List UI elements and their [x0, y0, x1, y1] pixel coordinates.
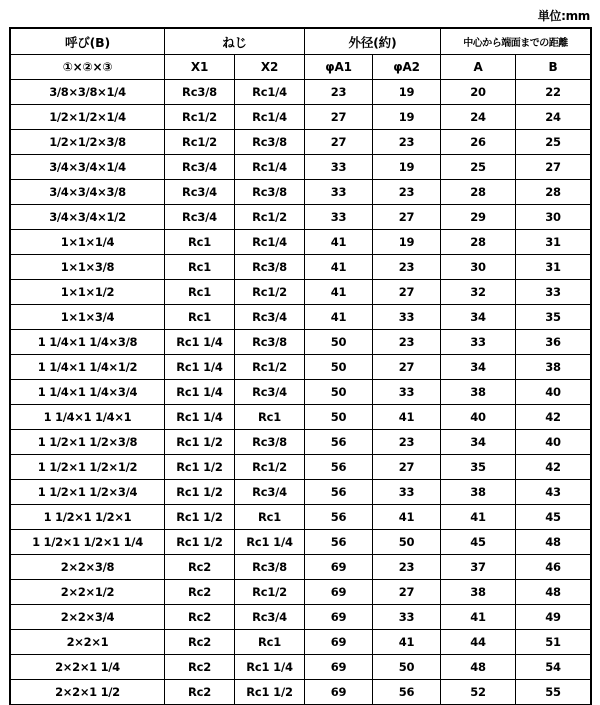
- cell-distance-a: 41: [441, 505, 516, 530]
- cell-outer-diameter-a2: 27: [373, 455, 441, 480]
- cell-distance-b: 48: [516, 580, 591, 605]
- cell-thread-x1: Rc1 1/2: [165, 430, 235, 455]
- table-row: [11, 455, 591, 480]
- cell-thread-x2: Rc3/8: [235, 430, 305, 455]
- cell-outer-diameter-a2: 19: [373, 230, 441, 255]
- cell-distance-b: 31: [516, 255, 591, 280]
- table-row: [11, 480, 591, 505]
- cell-distance-b: 40: [516, 380, 591, 405]
- cell-size: 1×1×1/4: [11, 230, 165, 255]
- cell-outer-diameter-a1: 50: [305, 405, 373, 430]
- cell-size: 1 1/2×1 1/2×1 1/4: [11, 530, 165, 555]
- cell-outer-diameter-a2: 27: [373, 355, 441, 380]
- cell-distance-b: 48: [516, 530, 591, 555]
- cell-distance-a: 48: [441, 655, 516, 680]
- cell-distance-a: 25: [441, 155, 516, 180]
- cell-distance-b: 42: [516, 405, 591, 430]
- cell-thread-x1: Rc2: [165, 655, 235, 680]
- header-thread-group: ねじ: [165, 29, 305, 55]
- cell-size: 2×2×1 1/2: [11, 680, 165, 705]
- cell-distance-b: 49: [516, 605, 591, 630]
- table-row: [11, 630, 591, 655]
- cell-outer-diameter-a1: 41: [305, 230, 373, 255]
- cell-distance-b: 33: [516, 280, 591, 305]
- header-b: B: [516, 55, 591, 80]
- cell-thread-x2: Rc1/2: [235, 455, 305, 480]
- cell-distance-b: 40: [516, 430, 591, 455]
- cell-outer-diameter-a2: 23: [373, 130, 441, 155]
- cell-outer-diameter-a1: 50: [305, 330, 373, 355]
- table-row: [11, 255, 591, 280]
- table-row: [11, 105, 591, 130]
- cell-size: 1 1/4×1 1/4×1: [11, 405, 165, 430]
- cell-outer-diameter-a2: 33: [373, 605, 441, 630]
- cell-distance-a: 38: [441, 480, 516, 505]
- cell-outer-diameter-a2: 19: [373, 155, 441, 180]
- cell-distance-a: 20: [441, 80, 516, 105]
- cell-outer-diameter-a1: 69: [305, 555, 373, 580]
- cell-thread-x1: Rc2: [165, 580, 235, 605]
- header-group-row: [11, 29, 591, 55]
- cell-thread-x1: Rc2: [165, 630, 235, 655]
- cell-thread-x1: Rc1: [165, 305, 235, 330]
- cell-outer-diameter-a1: 41: [305, 305, 373, 330]
- cell-thread-x2: Rc1 1/2: [235, 680, 305, 705]
- cell-size: 1 1/2×1 1/2×1/2: [11, 455, 165, 480]
- cell-outer-diameter-a1: 33: [305, 205, 373, 230]
- cell-size: 3/4×3/4×1/4: [11, 155, 165, 180]
- cell-thread-x1: Rc2: [165, 605, 235, 630]
- cell-outer-diameter-a1: 56: [305, 530, 373, 555]
- cell-distance-a: 40: [441, 405, 516, 430]
- cell-outer-diameter-a2: 41: [373, 505, 441, 530]
- cell-outer-diameter-a1: 50: [305, 355, 373, 380]
- header-a2: φA2: [373, 55, 441, 80]
- header-size-sub: ①×②×③: [11, 55, 165, 80]
- cell-size: 1×1×3/8: [11, 255, 165, 280]
- cell-outer-diameter-a2: 23: [373, 330, 441, 355]
- cell-outer-diameter-a1: 41: [305, 255, 373, 280]
- cell-distance-a: 26: [441, 130, 516, 155]
- cell-thread-x1: Rc1 1/4: [165, 355, 235, 380]
- table-row: [11, 505, 591, 530]
- cell-thread-x2: Rc1: [235, 505, 305, 530]
- cell-outer-diameter-a1: 56: [305, 455, 373, 480]
- cell-thread-x1: Rc1 1/4: [165, 380, 235, 405]
- cell-size: 1/2×1/2×1/4: [11, 105, 165, 130]
- table-row: [11, 405, 591, 430]
- cell-size: 1×1×3/4: [11, 305, 165, 330]
- cell-size: 2×2×1: [11, 630, 165, 655]
- cell-thread-x2: Rc3/4: [235, 305, 305, 330]
- cell-outer-diameter-a1: 27: [305, 105, 373, 130]
- table-body: [11, 80, 591, 705]
- cell-outer-diameter-a2: 27: [373, 205, 441, 230]
- cell-outer-diameter-a1: 33: [305, 180, 373, 205]
- table-row: [11, 330, 591, 355]
- cell-size: 1 1/2×1 1/2×1: [11, 505, 165, 530]
- cell-distance-a: 44: [441, 630, 516, 655]
- cell-outer-diameter-a2: 50: [373, 655, 441, 680]
- cell-distance-a: 45: [441, 530, 516, 555]
- cell-size: 2×2×3/4: [11, 605, 165, 630]
- cell-thread-x1: Rc3/8: [165, 80, 235, 105]
- cell-distance-b: 25: [516, 130, 591, 155]
- cell-thread-x2: Rc1/2: [235, 280, 305, 305]
- cell-distance-b: 45: [516, 505, 591, 530]
- cell-thread-x1: Rc3/4: [165, 180, 235, 205]
- cell-distance-b: 28: [516, 180, 591, 205]
- cell-outer-diameter-a2: 41: [373, 405, 441, 430]
- cell-thread-x2: Rc3/4: [235, 480, 305, 505]
- cell-thread-x1: Rc1/2: [165, 105, 235, 130]
- table-row: [11, 230, 591, 255]
- cell-distance-a: 52: [441, 680, 516, 705]
- cell-thread-x2: Rc1/2: [235, 205, 305, 230]
- cell-outer-diameter-a1: 41: [305, 280, 373, 305]
- table-row: [11, 280, 591, 305]
- cell-outer-diameter-a1: 69: [305, 630, 373, 655]
- cell-distance-a: 38: [441, 580, 516, 605]
- cell-distance-b: 55: [516, 680, 591, 705]
- table-row: [11, 605, 591, 630]
- cell-size: 2×2×1/2: [11, 580, 165, 605]
- cell-outer-diameter-a1: 56: [305, 480, 373, 505]
- cell-distance-a: 33: [441, 330, 516, 355]
- cell-thread-x2: Rc1/4: [235, 80, 305, 105]
- cell-outer-diameter-a2: 56: [373, 680, 441, 705]
- cell-outer-diameter-a2: 33: [373, 380, 441, 405]
- cell-thread-x2: Rc1: [235, 630, 305, 655]
- cell-outer-diameter-a1: 69: [305, 680, 373, 705]
- cell-outer-diameter-a2: 27: [373, 580, 441, 605]
- cell-thread-x2: Rc1/4: [235, 155, 305, 180]
- cell-distance-a: 37: [441, 555, 516, 580]
- cell-thread-x2: Rc3/8: [235, 130, 305, 155]
- cell-distance-b: 30: [516, 205, 591, 230]
- cell-size: 2×2×1 1/4: [11, 655, 165, 680]
- cell-distance-b: 27: [516, 155, 591, 180]
- cell-outer-diameter-a2: 19: [373, 80, 441, 105]
- table-row: [11, 555, 591, 580]
- cell-distance-b: 43: [516, 480, 591, 505]
- cell-distance-b: 22: [516, 80, 591, 105]
- header-x1: X1: [165, 55, 235, 80]
- cell-size: 1/2×1/2×3/8: [11, 130, 165, 155]
- cell-outer-diameter-a1: 33: [305, 155, 373, 180]
- cell-distance-b: 38: [516, 355, 591, 380]
- table-row: [11, 130, 591, 155]
- cell-thread-x2: Rc1 1/4: [235, 655, 305, 680]
- cell-outer-diameter-a2: 27: [373, 280, 441, 305]
- cell-thread-x1: Rc3/4: [165, 205, 235, 230]
- cell-thread-x2: Rc1 1/4: [235, 530, 305, 555]
- cell-distance-a: 30: [441, 255, 516, 280]
- cell-outer-diameter-a2: 19: [373, 105, 441, 130]
- cell-distance-b: 54: [516, 655, 591, 680]
- cell-outer-diameter-a2: 23: [373, 180, 441, 205]
- cell-outer-diameter-a2: 23: [373, 555, 441, 580]
- cell-size: 1 1/4×1 1/4×3/8: [11, 330, 165, 355]
- cell-outer-diameter-a1: 50: [305, 380, 373, 405]
- cell-distance-b: 24: [516, 105, 591, 130]
- cell-distance-b: 51: [516, 630, 591, 655]
- table-row: [11, 655, 591, 680]
- table-row: [11, 680, 591, 705]
- table-row: [11, 380, 591, 405]
- cell-size: 1 1/2×1 1/2×3/4: [11, 480, 165, 505]
- table-row: [11, 530, 591, 555]
- cell-thread-x2: Rc3/8: [235, 180, 305, 205]
- cell-outer-diameter-a1: 69: [305, 605, 373, 630]
- cell-outer-diameter-a1: 56: [305, 430, 373, 455]
- cell-outer-diameter-a1: 27: [305, 130, 373, 155]
- cell-outer-diameter-a2: 23: [373, 255, 441, 280]
- cell-outer-diameter-a2: 23: [373, 430, 441, 455]
- cell-thread-x1: Rc1 1/2: [165, 455, 235, 480]
- table-row: [11, 180, 591, 205]
- cell-thread-x1: Rc1 1/2: [165, 530, 235, 555]
- cell-distance-b: 35: [516, 305, 591, 330]
- table-row: [11, 305, 591, 330]
- cell-thread-x1: Rc1 1/2: [165, 505, 235, 530]
- table-row: [11, 430, 591, 455]
- header-size-group: 呼び(B): [11, 29, 165, 55]
- cell-size: 3/8×3/8×1/4: [11, 80, 165, 105]
- header-a1: φA1: [305, 55, 373, 80]
- cell-thread-x2: Rc1: [235, 405, 305, 430]
- cell-thread-x2: Rc3/4: [235, 605, 305, 630]
- cell-size: 3/4×3/4×3/8: [11, 180, 165, 205]
- cell-thread-x2: Rc3/8: [235, 330, 305, 355]
- cell-distance-a: 35: [441, 455, 516, 480]
- cell-thread-x1: Rc1: [165, 230, 235, 255]
- cell-thread-x2: Rc1/4: [235, 105, 305, 130]
- cell-thread-x1: Rc1/2: [165, 130, 235, 155]
- cell-thread-x2: Rc3/8: [235, 555, 305, 580]
- table-header: [11, 29, 591, 80]
- cell-distance-a: 41: [441, 605, 516, 630]
- table-row: [11, 205, 591, 230]
- cell-thread-x1: Rc1: [165, 280, 235, 305]
- cell-outer-diameter-a1: 69: [305, 655, 373, 680]
- cell-thread-x1: Rc1 1/2: [165, 480, 235, 505]
- dimension-table: [10, 28, 591, 705]
- cell-distance-a: 34: [441, 305, 516, 330]
- header-distance-group: 中心から端面までの距離: [441, 29, 591, 55]
- cell-distance-a: 24: [441, 105, 516, 130]
- cell-outer-diameter-a2: 33: [373, 480, 441, 505]
- cell-thread-x1: Rc1 1/4: [165, 405, 235, 430]
- cell-size: 3/4×3/4×1/2: [11, 205, 165, 230]
- cell-size: 1 1/2×1 1/2×3/8: [11, 430, 165, 455]
- cell-size: 1 1/4×1 1/4×1/2: [11, 355, 165, 380]
- cell-distance-a: 34: [441, 355, 516, 380]
- cell-outer-diameter-a1: 69: [305, 580, 373, 605]
- table-row: [11, 355, 591, 380]
- cell-distance-a: 34: [441, 430, 516, 455]
- cell-distance-b: 36: [516, 330, 591, 355]
- cell-size: 2×2×3/8: [11, 555, 165, 580]
- cell-thread-x2: Rc1/4: [235, 230, 305, 255]
- cell-distance-b: 46: [516, 555, 591, 580]
- cell-thread-x2: Rc3/4: [235, 380, 305, 405]
- cell-distance-a: 38: [441, 380, 516, 405]
- header-outer-diameter-group: 外径(約): [305, 29, 441, 55]
- cell-distance-b: 31: [516, 230, 591, 255]
- table-row: [11, 580, 591, 605]
- cell-thread-x2: Rc3/8: [235, 255, 305, 280]
- cell-distance-a: 28: [441, 230, 516, 255]
- cell-thread-x1: Rc3/4: [165, 155, 235, 180]
- cell-distance-a: 32: [441, 280, 516, 305]
- header-sub-row: [11, 55, 591, 80]
- cell-distance-b: 42: [516, 455, 591, 480]
- cell-outer-diameter-a1: 23: [305, 80, 373, 105]
- header-x2: X2: [235, 55, 305, 80]
- cell-thread-x1: Rc1 1/4: [165, 330, 235, 355]
- cell-outer-diameter-a1: 56: [305, 505, 373, 530]
- cell-distance-a: 29: [441, 205, 516, 230]
- cell-thread-x2: Rc1/2: [235, 355, 305, 380]
- table-row: [11, 155, 591, 180]
- cell-size: 1×1×1/2: [11, 280, 165, 305]
- table-row: [11, 80, 591, 105]
- cell-thread-x1: Rc2: [165, 680, 235, 705]
- cell-thread-x1: Rc1: [165, 255, 235, 280]
- cell-thread-x1: Rc2: [165, 555, 235, 580]
- cell-outer-diameter-a2: 33: [373, 305, 441, 330]
- cell-outer-diameter-a2: 50: [373, 530, 441, 555]
- unit-label: 単位:mm: [537, 9, 590, 23]
- cell-size: 1 1/4×1 1/4×3/4: [11, 380, 165, 405]
- cell-thread-x2: Rc1/2: [235, 580, 305, 605]
- cell-outer-diameter-a2: 41: [373, 630, 441, 655]
- cell-distance-a: 28: [441, 180, 516, 205]
- header-a: A: [441, 55, 516, 80]
